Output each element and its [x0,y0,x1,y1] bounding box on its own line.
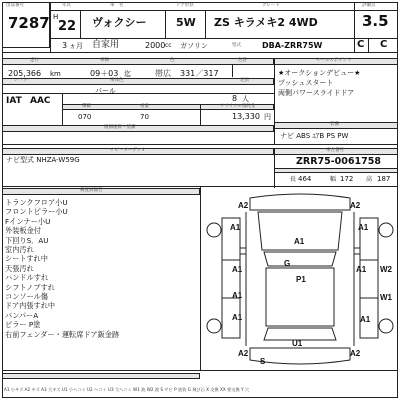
divider [2,144,398,145]
year-value: 22 [58,19,77,34]
note-item: 室内汚れ [5,245,34,255]
load-label: 積載 [82,104,91,109]
weight-value: 70 [140,113,149,121]
grade-value: ZS キラメキ2 4WD [214,16,318,29]
mark-bottom-s: S [260,357,266,366]
score-label: 評価点 [362,3,376,8]
mark-left-lower: A1 [232,291,243,300]
mark-right-side-lower: W1 [380,293,392,302]
inspection-label: 車検 [100,58,109,63]
divider [2,52,398,53]
mileage-value: 205,366 [8,69,42,78]
navi-text: ナビ型式 NHZA-W59G [6,156,80,164]
footer-header [2,373,200,379]
recycle-label: リサイクル預託金 [220,104,256,109]
chassis-number: ZRR75-0061758 [296,156,381,167]
inspection-suffix: 迄 [124,70,131,78]
score-value: 3.5 [362,12,389,30]
body-color-label: 車体色 [110,78,124,83]
wheel-rear-right [379,319,393,333]
sales-point-3: 両側パワースライドドア [278,89,355,97]
rear-header [2,125,274,132]
usage-value: 自家用 [92,40,120,50]
capacity-unit: 人 [242,95,249,103]
displacement-unit: cc [165,42,172,49]
length-label: 長 [290,176,297,183]
mark-left-mid: A1 [232,265,243,274]
interior-grade: C [357,39,365,50]
mark-left-bottom: A1 [232,313,243,322]
mark-right-side-upper: W2 [380,265,392,274]
divider [165,10,166,38]
height-value: 187 [377,175,391,183]
lot-number: 7287 [8,14,50,32]
specs-subheader [2,78,274,85]
mark-p1: P1 [296,275,306,284]
note-item: バンパーA [5,310,39,320]
note-item: Fインナー小U [5,216,51,226]
divider [205,10,206,38]
inspection-notes [5,198,200,339]
model-label: 型式 [232,43,241,48]
note-item: トランクフロア小U [5,198,68,207]
divider [368,38,369,52]
divider [274,58,275,144]
note-item: ドア内張すれ中 [5,301,56,311]
length-value: 464 [298,175,312,183]
divider [200,104,201,125]
height-label: 高 [366,176,373,183]
front-bumper-outline [250,194,350,210]
divider [354,2,355,52]
divider [80,10,81,38]
wheel-rear-left [207,319,221,333]
capacity-value: 8 [232,94,238,103]
shaken-months: 3 [62,41,68,50]
ac-value: AAC [30,96,51,106]
recycle-value: 13,330 [232,112,260,121]
width-label: 幅 [330,176,337,183]
note-item: 外装板金付 [5,226,41,236]
mark-top-right: A2 [350,201,361,210]
capacity-label: 定員 [240,78,249,83]
mileage-label: 走行 [30,58,39,63]
recycle-unit: 円 [264,113,271,121]
equipment-label: 装備 [330,122,339,127]
load-value: 070 [78,113,92,121]
grade-label: グレード [262,3,280,8]
model-code: DBA-ZRR75W [262,41,323,50]
windshield-outline [264,252,336,266]
note-item: ピラー P塗 [5,320,41,330]
year-label: 年式 [62,3,71,8]
mileage-unit: km [50,70,61,78]
navi-label: ナビ・オーディオ [110,148,146,153]
equipment-value: ナビ ABS ｴｱB PS PW [280,132,349,140]
body-color-value: パール [95,87,116,95]
wheel-front-right [379,223,393,237]
divider [50,38,398,39]
fuel-value: ガソリン [180,42,208,50]
wheel-front-left [207,223,221,237]
specs-header-left [2,58,274,65]
doors-value: 5W [176,16,196,29]
repaint-label: 色替 [238,58,247,63]
mark-top-left: A2 [238,201,249,210]
note-item: 右前フェンダー・運転席ドア鈑金跡 [5,329,120,339]
mark-u1: U1 [292,339,303,348]
car-damage-diagram [200,188,398,370]
note-item: シートすれ中 [5,254,48,264]
note-item: コンソール傷 [5,292,48,302]
divider [50,10,398,11]
sales-label: セールスポイント [316,58,352,63]
width-value: 172 [340,175,354,183]
divider [232,65,233,77]
note-item: 下回りS．AU [5,235,49,245]
color-label: 色 [170,58,175,63]
mark-right-mid: A1 [356,265,367,274]
mark-right-bottom: A1 [360,315,371,324]
note-item: 天張汚れ [5,263,34,273]
mark-g: G [284,259,291,268]
displacement-value: 2000 [145,41,166,50]
inspection-date: 09＋03 [90,69,119,78]
divider [62,93,63,125]
mark-rear-right: A2 [350,349,361,358]
divider [2,370,398,371]
mirror-left [240,248,246,254]
shaken-unit: ヵ月 [69,42,83,50]
sales-point-2: プッシュスタート [278,79,334,87]
dims-header [274,168,398,173]
damage-legend: A1 小キズ A2 キズ A3 大キズ U1 小ヘコミ U2 ヘコミ U3 大ヘコミ W1 波 W2 波 S サビ P 塗装 G 飛び石 X 交換 XX 要交換 Y 穴 [4,387,250,392]
mark-top-left-corner: A1 [230,223,241,232]
doors-label: ドア形状 [176,3,194,8]
rear-label: 後部座席・装備 [104,125,136,130]
mark-top-right-corner: A1 [358,223,369,232]
color-value: 帯広 [155,69,171,78]
note-item: シフトノブすれ [5,282,55,292]
weight-label: 重量 [140,104,149,109]
chassis-label: 車台番号 [326,148,344,153]
color-code: 331／317 [180,69,219,78]
mark-center-top: A1 [294,237,305,246]
note-item: フロントピラー小U [5,207,68,217]
mark-rear-left: A2 [238,349,249,358]
sales-point-1: ★オークションデビュー★ [278,69,361,77]
exterior-grade: C [380,39,388,50]
year-prefix: H [53,13,59,21]
trans-label: シフト [14,78,28,83]
mirror-right [354,248,360,254]
notes-label: 検査員報告 [80,188,103,193]
note-item: ハンドルすれ [5,273,49,283]
car-name-label: 車 名 [110,3,124,8]
transmission-value: IAT [6,96,22,106]
car-name: ヴォクシー [92,16,147,29]
lot-label: 出品番号 [6,3,24,8]
